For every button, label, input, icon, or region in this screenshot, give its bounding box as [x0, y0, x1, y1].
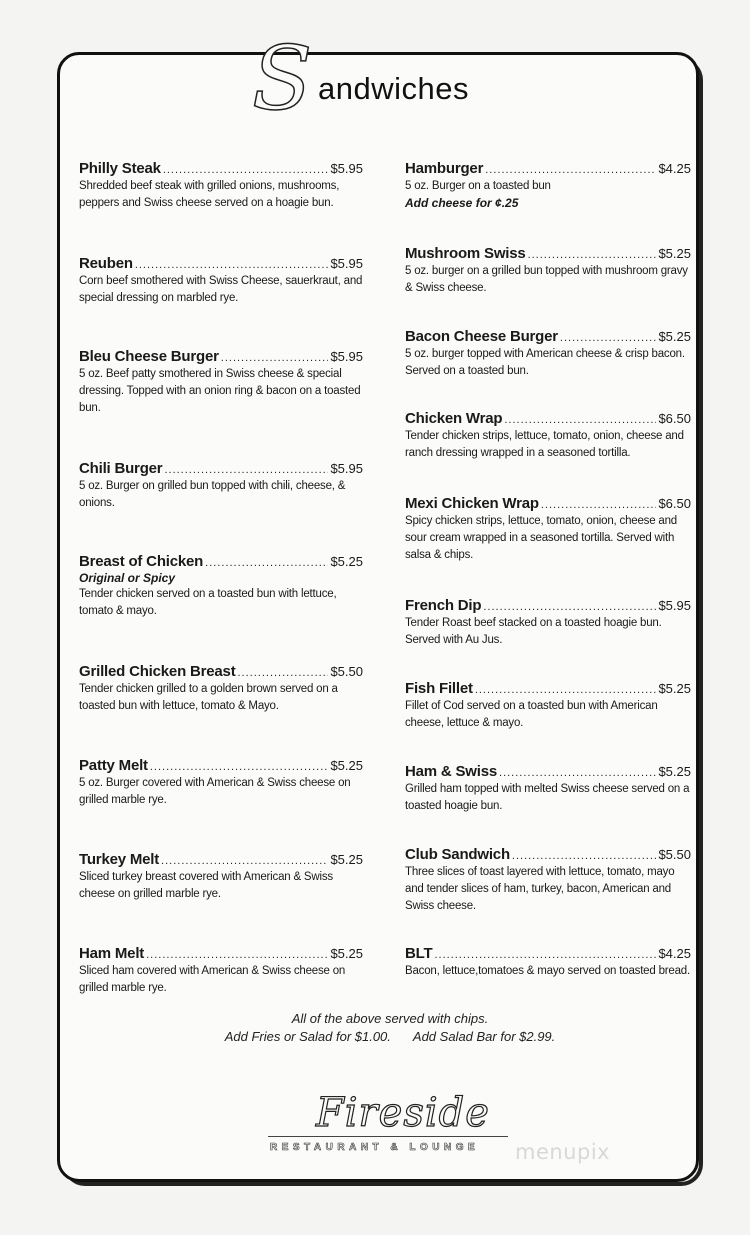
menu-item-name: Mushroom Swiss	[405, 245, 526, 262]
leader-dots	[504, 414, 656, 426]
menu-item-name: Fish Fillet	[405, 680, 473, 697]
leader-dots	[238, 667, 329, 679]
menu-item-header	[405, 846, 691, 863]
leader-dots	[528, 249, 657, 261]
menu-item-price: $5.25	[658, 681, 691, 696]
menu-item-header	[405, 763, 691, 780]
menu-item-name: Patty Melt	[79, 757, 148, 774]
menu-item-name: Club Sandwich	[405, 846, 510, 863]
menu-item-name: Bacon Cheese Burger	[405, 328, 558, 345]
menu-item-description: Tender chicken grilled to a golden brown served on a toasted bun with lettuce, tomato & Mayo.	[79, 683, 338, 712]
menu-item-price: $4.25	[658, 161, 691, 176]
leader-dots	[485, 164, 656, 176]
menu-item-header	[405, 597, 691, 614]
menu-item-header	[79, 663, 363, 680]
title-initial: S	[252, 27, 313, 130]
menu-item-description: Three slices of toast layered with lettuce, tomato, mayo and tender slices of ham, turkey, bacon, American and Swiss cheese.	[405, 866, 675, 912]
menu-item-header	[79, 945, 363, 962]
menu-item	[79, 757, 363, 809]
leader-dots	[163, 164, 329, 176]
menu-item-name: Hamburger	[405, 160, 484, 177]
menu-item	[79, 663, 363, 715]
menu-item-note: Add cheese for ¢.25	[405, 196, 519, 210]
menu-item-header	[405, 495, 691, 512]
menu-item-price: $5.95	[330, 256, 363, 271]
menu-item	[405, 245, 691, 297]
menu-item-header	[79, 255, 363, 272]
restaurant-logo	[268, 1090, 518, 1160]
menu-item-name: BLT	[405, 945, 433, 962]
menu-item-price: $5.25	[330, 554, 363, 569]
logo-subtitle: RESTAURANT & LOUNGE	[270, 1142, 480, 1153]
menu-item-price: $5.25	[330, 758, 363, 773]
menu-item-name: Philly Steak	[79, 160, 161, 177]
menu-item-price: $5.50	[330, 664, 363, 679]
menu-item-name: French Dip	[405, 597, 482, 614]
menu-item	[405, 680, 691, 732]
menu-item-description: Grilled ham topped with melted Swiss cheese served on a toasted hoagie bun.	[405, 783, 690, 812]
menu-item-note: Original or Spicy	[79, 571, 176, 585]
menu-item-name: Turkey Melt	[79, 851, 160, 868]
menu-item-price: $5.25	[658, 329, 691, 344]
menu-item-description: Spicy chicken strips, lettuce, tomato, onion, cheese and sour cream wrapped in a seasoned tortilla. Served with salsa & chips.	[405, 515, 677, 561]
menu-item-price: $6.50	[658, 411, 691, 426]
menu-item	[79, 945, 363, 997]
menu-item-header	[405, 410, 691, 427]
menu-item-description: Corn beef smothered with Swiss Cheese, sauerkraut, and special dressing on marbled rye.	[79, 275, 363, 304]
menu-item-header	[79, 160, 363, 177]
menu-item	[79, 553, 363, 620]
menu-item-name: Chicken Wrap	[405, 410, 503, 427]
menu-item-header	[405, 945, 691, 962]
leader-dots	[512, 850, 657, 862]
footer-salad-bar-note: Add Salad Bar for $2.99.	[412, 1029, 556, 1044]
menu-item-header	[405, 680, 691, 697]
menu-item	[79, 460, 363, 512]
menu-item-price: $5.95	[330, 461, 363, 476]
menu-item-description: 5 oz. Beef patty smothered in Swiss cheese & special dressing. Topped with an onion ring & bacon on a toasted bun.	[79, 368, 361, 414]
menu-item-header	[79, 348, 363, 365]
leader-dots	[205, 557, 328, 569]
menu-item-description: Bacon, lettuce,tomatoes & mayo served on toasted bread.	[405, 965, 690, 977]
menu-item	[405, 160, 691, 210]
menu-item-header	[79, 553, 363, 570]
menu-item-description: Shredded beef steak with grilled onions, mushrooms, peppers and Swiss cheese served on a hoagie bun.	[79, 180, 340, 209]
menu-item-price: $5.95	[658, 598, 691, 613]
menu-item-price: $5.50	[658, 847, 691, 862]
menu-item-header	[405, 245, 691, 262]
menu-item-name: Bleu Cheese Burger	[79, 348, 219, 365]
menu-item	[405, 763, 691, 815]
leader-dots	[150, 761, 329, 773]
menu-item-description: 5 oz. Burger on grilled bun topped with chili, cheese, & onions.	[79, 480, 346, 509]
menu-item-price: $5.25	[658, 246, 691, 261]
menu-item-price: $5.95	[330, 349, 363, 364]
menu-item-header	[405, 160, 691, 177]
menu-item-header	[405, 328, 691, 345]
logo-divider	[268, 1136, 508, 1137]
menu-item-description: Sliced turkey breast covered with American & Swiss cheese on grilled marble rye.	[79, 871, 333, 900]
menu-item-name: Breast of Chicken	[79, 553, 204, 570]
leader-dots	[221, 352, 329, 364]
menu-item-price: $5.25	[658, 764, 691, 779]
menu-item	[79, 160, 363, 212]
menu-item	[405, 846, 691, 915]
page-title	[252, 27, 492, 135]
menu-item-price: $6.50	[658, 496, 691, 511]
menu-item-name: Mexi Chicken Wrap	[405, 495, 539, 512]
menu-item	[405, 410, 691, 462]
menu-item	[79, 255, 363, 307]
leader-dots	[483, 601, 656, 613]
menu-item-description: 5 oz. Burger on a toasted bun	[405, 180, 551, 192]
menu-item-header	[79, 757, 363, 774]
menu-footer	[200, 1010, 580, 1046]
menu-item-description: 5 oz. Burger covered with American & Swiss cheese on grilled marble rye.	[79, 777, 351, 806]
menu-item-description: 5 oz. burger topped with American cheese & crisp bacon. Served on a toasted bun.	[405, 348, 685, 377]
footer-line-2	[200, 1028, 580, 1046]
leader-dots	[146, 949, 328, 961]
menu-item-name: Ham Melt	[79, 945, 145, 962]
menu-item	[405, 597, 691, 649]
leader-dots	[434, 949, 656, 961]
menu-item-name: Reuben	[79, 255, 133, 272]
logo-script: Fireside	[316, 1090, 490, 1136]
title-rest: andwiches	[318, 71, 469, 106]
menu-item	[79, 851, 363, 903]
leader-dots	[475, 684, 657, 696]
menu-item-name: Grilled Chicken Breast	[79, 663, 236, 680]
menu-item-name: Chili Burger	[79, 460, 163, 477]
menu-item	[405, 328, 691, 380]
leader-dots	[164, 464, 328, 476]
leader-dots	[560, 332, 657, 344]
menu-item	[405, 495, 691, 564]
menu-item-price: $5.95	[330, 161, 363, 176]
menu-item	[79, 348, 363, 417]
menu-item-price: $4.25	[658, 946, 691, 961]
menu-item	[405, 945, 691, 980]
menu-item-name: Ham & Swiss	[405, 763, 498, 780]
watermark: menupix	[515, 1140, 611, 1164]
menu-item-description: Tender chicken served on a toasted bun with lettuce, tomato & mayo.	[79, 588, 337, 617]
leader-dots	[135, 259, 329, 271]
menu-item-price: $5.25	[330, 946, 363, 961]
leader-dots	[541, 499, 657, 511]
leader-dots	[499, 767, 656, 779]
footer-fries-note: Add Fries or Salad for $1.00.	[224, 1029, 391, 1044]
menu-item-description: Tender Roast beef stacked on a toasted hoagie bun. Served with Au Jus.	[405, 617, 662, 646]
footer-line-1: All of the above served with chips.	[291, 1011, 489, 1026]
menu-item-header	[79, 851, 363, 868]
menu-item-header	[79, 460, 363, 477]
menu-item-description: Sliced ham covered with American & Swiss cheese on grilled marble rye.	[79, 965, 346, 994]
menu-item-description: Tender chicken strips, lettuce, tomato, onion, cheese and ranch dressing wrapped in a seasoned tortilla.	[405, 430, 684, 459]
menu-item-price: $5.25	[330, 852, 363, 867]
menu-item-description: Fillet of Cod served on a toasted bun with American cheese, lettuce & mayo.	[405, 700, 658, 729]
leader-dots	[161, 855, 328, 867]
menu-item-description: 5 oz. burger on a grilled bun topped with mushroom gravy & Swiss cheese.	[405, 265, 688, 294]
